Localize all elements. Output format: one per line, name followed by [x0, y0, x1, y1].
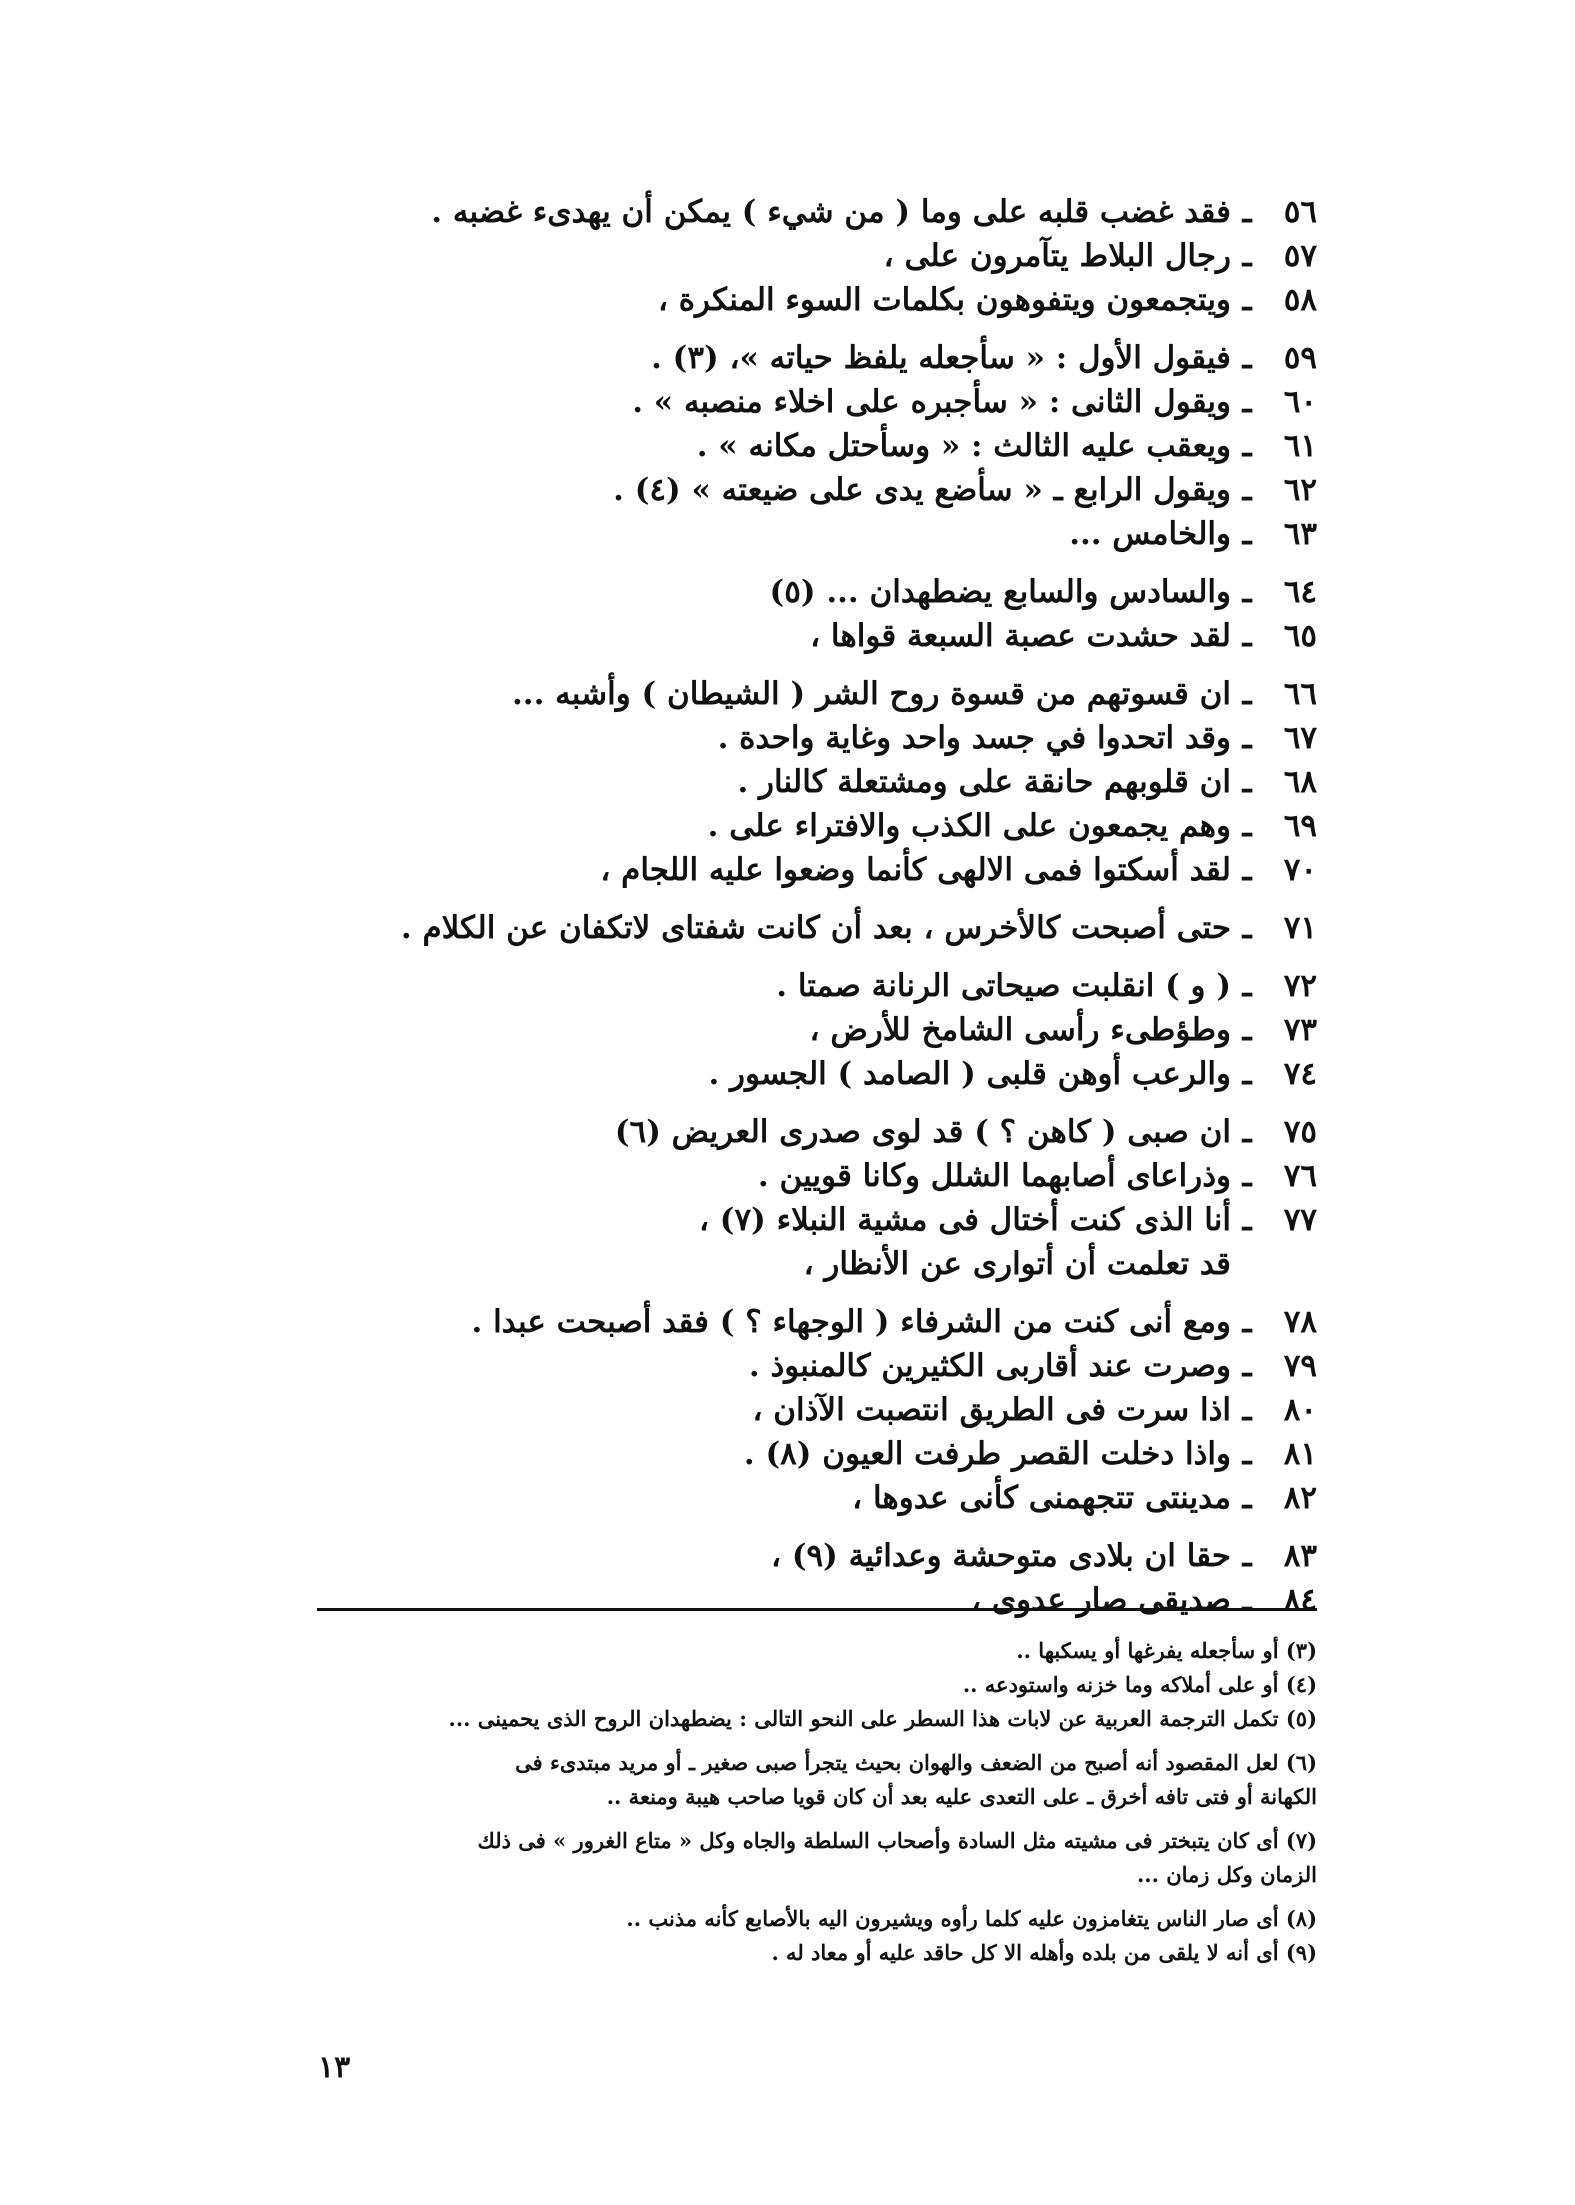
verse-line: [317, 1052, 1317, 1096]
verse-text: مدينتى تتجهمنى كأنى عدوها ،: [852, 1480, 1231, 1516]
footnote-text: لعل المقصود أنه أصبح من الضعف والهوان بحيث يتجرأ صبى صغير ـ أو مريد مبتدىء فى: [515, 1750, 1279, 1775]
verse-text: والرعب أوهن قلبى ( الصامد ) الجسور .: [708, 1056, 1231, 1092]
footnote: [317, 1746, 1317, 1780]
verse-line: [317, 848, 1317, 892]
verse-text: لقد حشدت عصبة السبعة قواها ،: [810, 618, 1231, 654]
verse-line: [317, 1008, 1317, 1052]
verse-dash: ـ: [1242, 720, 1252, 756]
verse-number: ٧٨: [1283, 1304, 1317, 1340]
footnote: [317, 1702, 1317, 1736]
footnote: [317, 1936, 1317, 1970]
verse-number: ٦٣: [1283, 516, 1317, 552]
footnote: [317, 1634, 1317, 1668]
verse-line: [317, 1432, 1317, 1476]
verse-text: وقد اتحدوا في جسد واحد وغاية واحدة .: [717, 720, 1231, 756]
footnote-mark: (٦): [1285, 1750, 1317, 1775]
verse-number: ٧٠: [1283, 852, 1317, 888]
footnote-mark: (٣): [1285, 1638, 1317, 1663]
verse-dash: ـ: [1242, 1304, 1252, 1340]
verse-text: فيقول الأول : « سأجعله يلفظ حياته »، (٣) .: [651, 340, 1231, 376]
verse-dash: ـ: [1242, 428, 1252, 464]
verse-line: [317, 190, 1317, 234]
verse-dash: ـ: [1242, 194, 1252, 230]
verse-number: ٧٤: [1283, 1056, 1317, 1092]
verse-dash: ـ: [1242, 282, 1252, 318]
verse-number: ٥٦: [1283, 194, 1317, 230]
verse-text: واذا دخلت القصر طرفت العيون (٨) .: [743, 1436, 1231, 1472]
verse-number: ٦٧: [1283, 720, 1317, 756]
footnote-list: [317, 1634, 1317, 1970]
verse-number: ٨٤: [1283, 1582, 1317, 1618]
verse-line: [317, 614, 1317, 658]
verse-number: ٧٩: [1283, 1348, 1317, 1384]
verse-dash: ـ: [1242, 764, 1252, 800]
verse-dash: ـ: [1242, 1202, 1252, 1238]
verse-dash: ـ: [1242, 1480, 1252, 1516]
footnote-mark: (٥): [1285, 1706, 1317, 1731]
verse-line: [317, 336, 1317, 380]
verse-dash: ـ: [1242, 1056, 1252, 1092]
verse-line: [317, 1300, 1317, 1344]
verse-dash: ـ: [1242, 1392, 1252, 1428]
verse-dash: ـ: [1242, 968, 1252, 1004]
footnote-text: أى أنه لا يلقى من بلده وأهله الا كل حاقد عليه أو معاد له .: [771, 1940, 1279, 1965]
footnote-text: أى كان يتبختر فى مشيته مثل السادة وأصحاب السلطة والجاه وكل « متاع الغرور » فى ذلك: [477, 1828, 1279, 1853]
verse-text: وطؤطىء رأسى الشامخ للأرض ،: [809, 1012, 1231, 1048]
verse-text: ( و ) انقلبت صيحاتى الرنانة صمتا .: [776, 968, 1231, 1004]
verse-line: [317, 278, 1317, 322]
footnote-mark: (٩): [1285, 1940, 1317, 1965]
verse-line: [317, 1110, 1317, 1154]
verse-text: صديقى صار عدوى ،: [971, 1582, 1231, 1618]
verse-dash: ـ: [1242, 1348, 1252, 1384]
footnote: [317, 1902, 1317, 1936]
footnote-mark: (٨): [1285, 1906, 1317, 1931]
verse-dash: ـ: [1242, 852, 1252, 888]
verse-line: [317, 1344, 1317, 1388]
verse-number: ٦٥: [1283, 618, 1317, 654]
verse-dash: ـ: [1242, 910, 1252, 946]
verse-text: وذراعاى أصابهما الشلل وكانا قويين .: [757, 1158, 1231, 1194]
verse-dash: ـ: [1242, 618, 1252, 654]
footnote-text: أى صار الناس يتغامزون عليه كلما رأوه ويشيرون اليه بالأصابع كأنه مذنب ..: [626, 1906, 1279, 1931]
verse-number: ٦٤: [1283, 574, 1317, 610]
footnote-divider: [317, 1608, 1317, 1611]
verse-text: والخامس ...: [1069, 516, 1231, 552]
verse-dash: ـ: [1242, 472, 1252, 508]
verse-dash: ـ: [1242, 1012, 1252, 1048]
footnote-mark: (٧): [1285, 1828, 1317, 1853]
page-number: ١٣: [318, 2050, 351, 2085]
verse-text: ويقول الثانى : « سأجبره على اخلاء منصبه » .: [632, 384, 1231, 420]
verse-text: وصرت عند أقاربى الكثيرين كالمنبوذ .: [748, 1348, 1231, 1384]
footnote-text: أو على أملاكه وما خزنه واستودعه ..: [962, 1672, 1279, 1697]
verse-text: ان صبى ( كاهن ؟ ) قد لوى صدرى العريض (٦): [614, 1114, 1231, 1150]
verse-number: ٨٢: [1283, 1480, 1317, 1516]
footnote: [317, 1824, 1317, 1858]
verse-line: [317, 1476, 1317, 1520]
verse-number: ٦٠: [1283, 384, 1317, 420]
verse-text: لقد أسكتوا فمى الالهى كأنما وضعوا عليه اللجام ،: [600, 852, 1231, 888]
verse-text: ويعقب عليه الثالث : « وسأحتل مكانه » .: [696, 428, 1231, 464]
verse-text: أنا الذى كنت أختال فى مشية النبلاء (٧) ،: [698, 1202, 1231, 1238]
verse-line: [317, 380, 1317, 424]
verse-text: رجال البلاط يتآمرون على ،: [883, 238, 1231, 274]
verse-line: [317, 1534, 1317, 1578]
footnote-continuation: الكهانة أو فتى تافه أخرق ـ على التعدى عليه بعد أن كان قويا صاحب هيبة ومنعة ..: [606, 1784, 1317, 1809]
verse-text: حقا ان بلادى متوحشة وعدائية (٩) ،: [771, 1538, 1231, 1574]
verse-number: ٦٨: [1283, 764, 1317, 800]
verse-text: ان قلوبهم حانقة على ومشتعلة كالنار .: [737, 764, 1231, 800]
verse-dash: ـ: [1242, 1436, 1252, 1472]
verse-number: ٥٧: [1283, 238, 1317, 274]
footnote: [317, 1668, 1317, 1702]
verse-text: ومع أنى كنت من الشرفاء ( الوجهاء ؟ ) فقد أصبحت عبدا .: [471, 1304, 1231, 1340]
verse-number: ٧٥: [1283, 1114, 1317, 1150]
footnote-text: أو سأجعله يفرغها أو يسكبها ..: [1016, 1638, 1279, 1663]
verse-number: ٦١: [1283, 428, 1317, 464]
verse-number: ٧٢: [1283, 968, 1317, 1004]
verse-number: ٧٣: [1283, 1012, 1317, 1048]
verse-dash: ـ: [1242, 1582, 1252, 1618]
verse-number: ٨٣: [1283, 1538, 1317, 1574]
verse-number: ٨١: [1283, 1436, 1317, 1472]
verse-number: ٧٦: [1283, 1158, 1317, 1194]
verse-text: وهم يجمعون على الكذب والافتراء على .: [707, 808, 1231, 844]
verse-number: ٧١: [1283, 910, 1317, 946]
verse-line: [317, 672, 1317, 716]
verse-line: [317, 512, 1317, 556]
verse-number: ٧٧: [1283, 1202, 1317, 1238]
verse-dash: ـ: [1242, 808, 1252, 844]
verse-line: [317, 906, 1317, 950]
verse-dash: ـ: [1242, 384, 1252, 420]
verse-dash: ـ: [1242, 238, 1252, 274]
verse-line: [317, 1578, 1317, 1622]
verse-number: ٨٠: [1283, 1392, 1317, 1428]
verse-line: [317, 1388, 1317, 1432]
verse-text: ان قسوتهم من قسوة روح الشر ( الشيطان ) وأشبه ...: [512, 676, 1231, 712]
verse-text: والسادس والسابع يضطهدان ... (٥): [769, 574, 1231, 610]
verse-line: [317, 964, 1317, 1008]
verse-number: ٦٢: [1283, 472, 1317, 508]
verse-number: ٦٦: [1283, 676, 1317, 712]
verse-number: ٥٩: [1283, 340, 1317, 376]
verse-line: [317, 760, 1317, 804]
verse-line: [317, 716, 1317, 760]
verse-text: ويتجمعون ويتفوهون بكلمات السوء المنكرة ،: [657, 282, 1231, 318]
verse-text: اذا سرت فى الطريق انتصبت الآذان ،: [752, 1392, 1231, 1428]
verse-text: فقد غضب قلبه على وما ( من شيء ) يمكن أن يهدىء غضبه .: [431, 194, 1231, 230]
verse-dash: ـ: [1242, 340, 1252, 376]
verse-line: [317, 1154, 1317, 1198]
footnote-continuation: الزمان وكل زمان ...: [1136, 1862, 1317, 1887]
verse-line: [317, 804, 1317, 848]
verse-line: [317, 468, 1317, 512]
verse-dash: ـ: [1242, 574, 1252, 610]
footnote-mark: (٤): [1285, 1672, 1317, 1697]
verse-list: [317, 190, 1317, 1622]
verse-dash: ـ: [1242, 1158, 1252, 1194]
verse-dash: ـ: [1242, 516, 1252, 552]
verse-line: [317, 424, 1317, 468]
verse-number: ٦٩: [1283, 808, 1317, 844]
verse-dash: ـ: [1242, 676, 1252, 712]
verse-dash: ـ: [1242, 1114, 1252, 1150]
verse-continuation: قد تعلمت أن أتوارى عن الأنظار ،: [803, 1246, 1231, 1282]
verse-text: حتى أصبحت كالأخرس ، بعد أن كانت شفتاى لاتكفان عن الكلام .: [400, 910, 1231, 946]
verse-line: [317, 1198, 1317, 1242]
footnote-text: تكمل الترجمة العربية عن لابات هذا السطر على النحو التالى : يضطهدان الروح الذى يحمينى ...: [448, 1706, 1279, 1731]
verse-dash: ـ: [1242, 1538, 1252, 1574]
verse-number: ٥٨: [1283, 282, 1317, 318]
verse-line: [317, 570, 1317, 614]
verse-text: ويقول الرابع ـ « سأضع يدى على ضيعته » (٤) .: [613, 472, 1231, 508]
verse-line: [317, 234, 1317, 278]
